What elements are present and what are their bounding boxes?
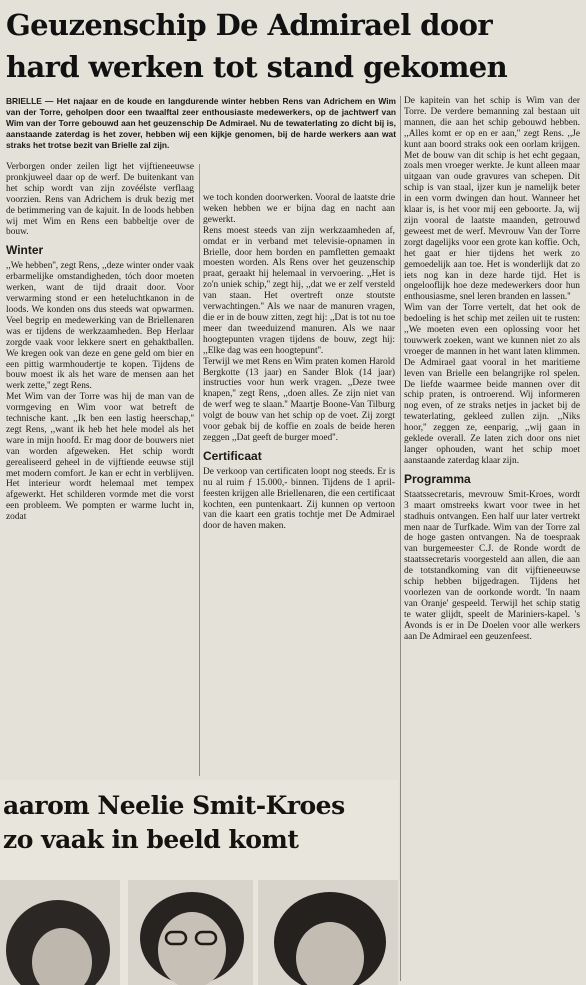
paragraph-programma: Staatssecretaris, mevrouw Smit-Kroes, wordt 3 maart omstreeks kwart voor twee in het stadhuis ontvangen. Een half uur later vertrekt men naar de Turfkade. Wim van der Torre zal de hoge gasten ontvangen. Na de toespraak van burgemeester C.J. de Ronde wordt de staatssecretaris voorgesteld aan allen, die aan de totstandkoming van dit vijftieneeuwse schip hebben bijgedragen. Tijdens het voorlezen van de oorkonde wordt. 'In naam van Oranje' gespeeld. Terwijl het schip statig te water glijdt, speelt de Mariniers-kapel. 's Avonds is er in De Doelen voor alle werkers aan De Admirael een geuzenfeest. xyxy=(404,489,580,642)
paragraph-col2-b: Rens moest steeds van zijn werkzaamheden af, omdat er in verband met televisie-opnamen in Brielle, door hem borden en pamfletten gemaakt moesten worden. Als Rens over het geuzenschip praat, geraakt hij helemaal in vervoering. ,,Het is zo'n uniek schip,'' zegt hij, ,,dat we er zelf versteld van staan. Het overtreft onze stoutste verwachtingen.'' Als we naar de manuren vragen, die er in de bouw zitten, zegt hij: ,,Dat is tot nu toe meer dan tweeduizend manuren. Als we naar hoogtepunten vragen tijdens de bouw, zegt hij: ,,Elke dag was een hoogtepunt''. xyxy=(203,225,395,356)
headline-line-1: Geuzenschip De Admirael door xyxy=(6,8,493,42)
subheading-certificaat: Certificaat xyxy=(203,448,262,463)
headline-line-2: hard werken tot stand gekomen xyxy=(6,50,508,84)
article-lead: BRIELLE — Het najaar en de koude en langdurende winter hebben Rens van Adrichem en Wim van der Torre, geholpen door een twaalftal zeer enthousiaste medewerkers, op de jachtwerf van Wim van der Torre gebouwd aan het geuzenschip De Admirael. Nu de tewaterlating zo dicht bij is, aanstaande zaterdag is het zover, hebben wij een kijkje genomen, bij de harde werkers aan wat straks het trotse bezit van Brielle zal zijn. xyxy=(6,96,396,150)
paragraph-winter: ,,We hebben'', zegt Rens, ,,deze winter onder vaak erbarmelijke omstandigheden, tóch door moeten werken, want de tijd draait door. Voor verwarming stond er een heteluchtkanon in de loods. We konden ons dus steeds wat opwarmen. Veel begrip en medewerking van de Briellenaren was er tijdens de werkzaamheden. Bep Herlaar zorgde vaak voor lekkere snert en gehaktballen. We kregen ook van deze en gene geld om bier en een pittig warmhoudertje te kopen. Tijdens de bouw moest ik als het ware de mensen aan het werk zette,'' zegt Rens. xyxy=(6,261,194,392)
article-column-1 xyxy=(6,162,194,872)
portrait-photo-2 xyxy=(128,880,253,985)
subheading-programma: Programma xyxy=(404,471,471,486)
article-headline xyxy=(6,4,582,88)
second-headline-line-2: zo vaak in beeld komt xyxy=(3,825,299,854)
second-headline-line-1: aarom Neelie Smit-Kroes xyxy=(3,791,345,820)
portrait-photo-3 xyxy=(258,880,398,985)
paragraph-col2-a: we toch konden doorwerken. Vooral de laatste drie weken hebben we er bijna dag en nacht aan gewerkt. xyxy=(203,193,395,225)
paragraph-certificaat: De verkoop van certificaten loopt nog steeds. Er is nu al ruim ƒ 15.000,- binnen. Tijdens de 1 april-feesten krijgen alle Briellenaren, die een certificaat kochten, een puntenkaart. Zij kunnen op vertoon van die kaart een gratis tochtje met De Admirael door de haven maken. xyxy=(203,466,395,532)
paragraph-intro: Verborgen onder zeilen ligt het vijftieneeuwse pronkjuweel daar op de werf. De buitenkant van het schip wordt van zijn zovéélste verflaag voorzien. Rens van Adrichem is druk bezig met de betimmering van de kajuit. In de loods hebben wij met Wim en Rens een babbeltje over de bouw. xyxy=(6,162,194,238)
column-rule-2 xyxy=(400,96,401,981)
paragraph-col3-b: Wim van der Torre vertelt, dat het ook de bedoeling is het schip met zeilen uit te rusten: ,,We moeten even een oplossing voor het touwwerk zoeken, want we kunnen niet zo als vroeger de mannen in het want laten klimmen. De Admirael gaat vooral in het maritieme leven van Brielle een belangrijke rol spelen. De liefde waarmee beide mannen over dit schip praten, is ontroerend. Wij informeren nog even, of ze straks netjes in jacket bij de tewaterlating, gekleed zullen zijn. ,,Niks hoor,'' zeggen ze, eenparig, ,,wij gaan in geklede overall. Ze laten zich door ons niet langer ophouden, want het schip moet aanstaande zaterdag klaar zijn. xyxy=(404,303,580,466)
portrait-photo-1 xyxy=(0,880,120,985)
column-rule-1 xyxy=(199,164,200,776)
paragraph-col3-a: De kapitein van het schip is Wim van der Torre. De verdere bemanning zal bestaan uit mannen, die aan het schip gebouwd hebben. ,,Alles komt er op en er aan,'' zegt Rens. ,,Je kunt aan boord straks ook een oorlam krijgen. Met de bouw van dit schip is het echt gegaan, zoals men vroeger werkte. Je kunt alleen maar uitgaan van oude gravures van schepen. Dit schip is van staal, ijzer kun je namelijk beter in een vorm dwingen dan hout. Wanneer het klaar is, is het voor mij een geboorte. Ja, wij zijn vooral de laatste maanden, getrouwd geweest met de werf. Mevrouw Van der Torre zorgt dagelijks voor een grote kan koffie. Och, het gaat er hier tijdens het werk zo gemoedelijk aan toe. Het is wonderlijk dat zo iets nog kan in deze harde tijd. Het is ongelooflijk hoe deze medewerkers door hun enthousiasme, snel leren branden en lassen.'' xyxy=(404,96,580,303)
subheading-winter: Winter xyxy=(6,243,44,258)
paragraph-col2-c: Terwijl we met Rens en Wim praten komen Harold Bergkotte (13 jaar) en Sander Blok (14 jaar) instructies voor hun werk vragen. ,,Deze twee knapen,'' zegt Rens, ,,doen alles. Ze zijn niet van de werf weg te slaan.'' Maartje Boone-Van Tilburg volgt de bouw van het schip op de voet. Zij zorgt voor gebak bij de koffie en zoals de beide heren zeggen ,,Dat geeft de burger moed''. xyxy=(203,356,395,443)
paragraph-wim: Met Wim van der Torre was hij de man van de vormgeving en Wim voor wat betreft de technische kant. ,,Ik ben een lastig heerschap,'' zegt Rens, ,,want ik heb het hele model als het ware in mijn hoofd. Er mag door de bouwers niet van worden afgeweken. Het schip wordt gerealiseerd geheel in de vijftiende eeuwse stijl met modern comfort. Je kan er echt in verblijven. Het interieur wordt helemaal met tempex afgewerkt. Het schilderen vormde met die vorst een probleem. We pompten er warme lucht in, zodat xyxy=(6,392,194,523)
article-column-3 xyxy=(404,96,580,981)
